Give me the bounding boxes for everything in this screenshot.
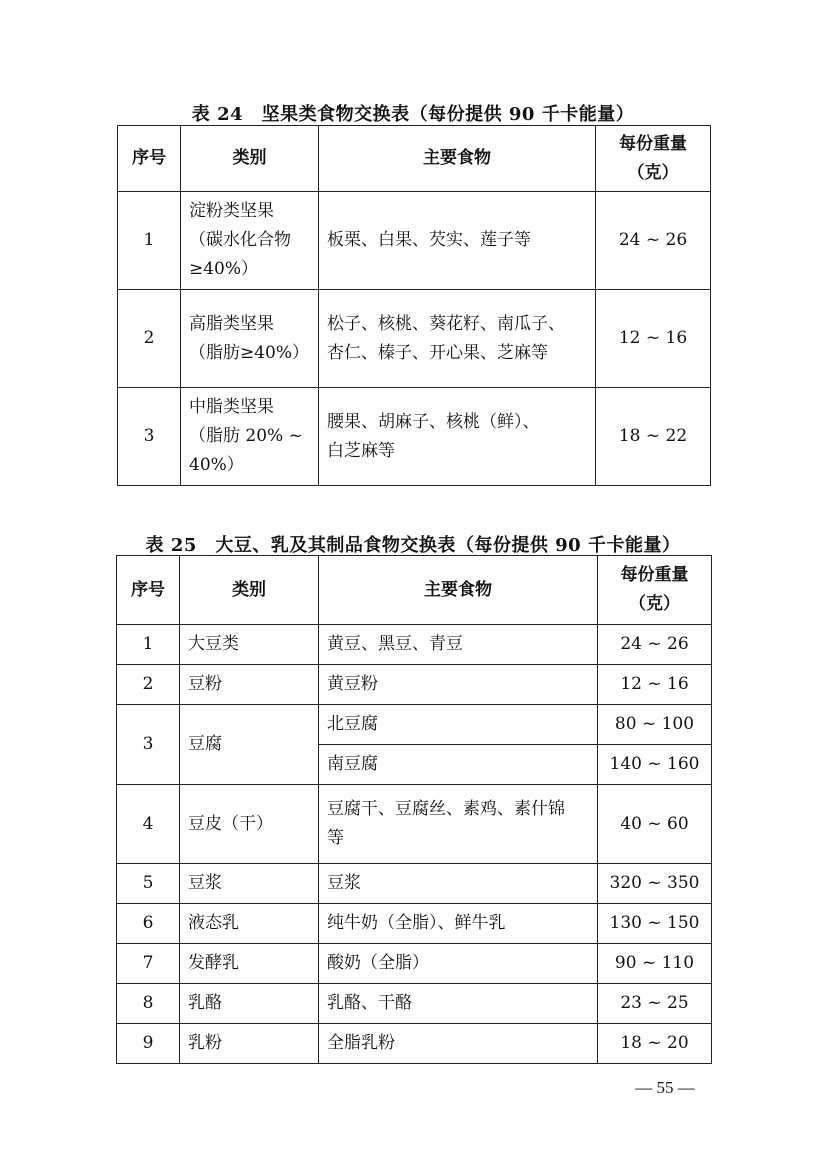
header-seq: 序号 xyxy=(118,126,181,192)
weight-cell: 23 ~ 25 xyxy=(598,984,712,1024)
seq-cell: 2 xyxy=(118,290,181,388)
table24-header-row xyxy=(118,126,711,192)
table-row xyxy=(118,290,711,388)
category-cell: 豆浆 xyxy=(180,864,319,904)
food-cell: 纯牛奶（全脂）、鲜牛乳 xyxy=(319,904,598,944)
food-cell: 松子、核桃、葵花籽、南瓜子、 杏仁、榛子、开心果、芝麻等 xyxy=(319,290,596,388)
weight-cell: 12 ~ 16 xyxy=(598,665,712,705)
seq-cell: 7 xyxy=(117,944,180,984)
seq-cell: 8 xyxy=(117,984,180,1024)
food-cell: 乳酪、干酪 xyxy=(319,984,598,1024)
food-cell: 豆浆 xyxy=(319,864,598,904)
category-cell: 豆皮（干） xyxy=(180,785,319,864)
table-row xyxy=(118,388,711,486)
seq-cell: 5 xyxy=(117,864,180,904)
food-cell: 全脂乳粉 xyxy=(319,1024,598,1064)
weight-cell: 130 ~ 150 xyxy=(598,904,712,944)
weight-cell: 18 ~ 22 xyxy=(596,388,711,486)
table-row xyxy=(117,785,712,864)
seq-cell: 9 xyxy=(117,1024,180,1064)
header-main-food: 主要食物 xyxy=(319,126,596,192)
category-cell: 乳酪 xyxy=(180,984,319,1024)
header-category: 类别 xyxy=(180,556,319,625)
food-cell: 腰果、胡麻子、核桃（鲜）、 白芝麻等 xyxy=(319,388,596,486)
table-row xyxy=(117,864,712,904)
seq-cell: 4 xyxy=(117,785,180,864)
header-seq: 序号 xyxy=(117,556,180,625)
category-cell: 中脂类坚果 （脂肪 20% ~ 40%） xyxy=(181,388,319,486)
category-cell: 豆腐 xyxy=(180,705,319,785)
header-weight: 每份重量 （克） xyxy=(598,556,712,625)
table-row xyxy=(117,904,712,944)
weight-cell: 80 ~ 100 xyxy=(598,705,712,745)
table-row xyxy=(117,944,712,984)
category-cell: 液态乳 xyxy=(180,904,319,944)
weight-cell: 24 ~ 26 xyxy=(596,192,711,290)
category-cell: 淀粉类坚果 （碳水化合物 ≥40%） xyxy=(181,192,319,290)
header-category: 类别 xyxy=(181,126,319,192)
food-cell: 豆腐干、豆腐丝、素鸡、素什锦 等 xyxy=(319,785,598,864)
weight-cell: 12 ~ 16 xyxy=(596,290,711,388)
seq-cell: 2 xyxy=(117,665,180,705)
table-row xyxy=(117,1024,712,1064)
food-cell: 黄豆粉 xyxy=(319,665,598,705)
seq-cell: 6 xyxy=(117,904,180,944)
weight-cell: 40 ~ 60 xyxy=(598,785,712,864)
category-cell: 发酵乳 xyxy=(180,944,319,984)
weight-cell: 24 ~ 26 xyxy=(598,625,712,665)
category-cell: 乳粉 xyxy=(180,1024,319,1064)
table-row xyxy=(117,984,712,1024)
category-cell: 豆粉 xyxy=(180,665,319,705)
table-row xyxy=(118,192,711,290)
seq-cell: 3 xyxy=(118,388,181,486)
food-cell: 南豆腐 xyxy=(319,745,598,785)
table25-header-row xyxy=(117,556,712,625)
table-row xyxy=(117,705,712,745)
page-number: — 55 — xyxy=(635,1078,695,1097)
food-cell: 板栗、白果、芡实、莲子等 xyxy=(319,192,596,290)
header-weight: 每份重量 （克） xyxy=(596,126,711,192)
category-cell: 大豆类 xyxy=(180,625,319,665)
food-cell: 黄豆、黑豆、青豆 xyxy=(319,625,598,665)
table-row xyxy=(117,625,712,665)
table-row xyxy=(117,665,712,705)
seq-cell: 1 xyxy=(118,192,181,290)
table25 xyxy=(116,555,712,1064)
seq-cell: 3 xyxy=(117,705,180,785)
food-cell: 酸奶（全脂） xyxy=(319,944,598,984)
table24-caption: 表 24 坚果类食物交换表（每份提供 90 千卡能量） xyxy=(191,104,635,125)
food-cell: 北豆腐 xyxy=(319,705,598,745)
category-cell: 高脂类坚果 （脂肪≥40%） xyxy=(181,290,319,388)
weight-cell: 320 ~ 350 xyxy=(598,864,712,904)
table25-caption: 表 25 大豆、乳及其制品食物交换表（每份提供 90 千卡能量） xyxy=(145,535,681,556)
weight-cell: 140 ~ 160 xyxy=(598,745,712,785)
header-main-food: 主要食物 xyxy=(319,556,598,625)
weight-cell: 18 ~ 20 xyxy=(598,1024,712,1064)
weight-cell: 90 ~ 110 xyxy=(598,944,712,984)
table24 xyxy=(117,125,711,486)
seq-cell: 1 xyxy=(117,625,180,665)
